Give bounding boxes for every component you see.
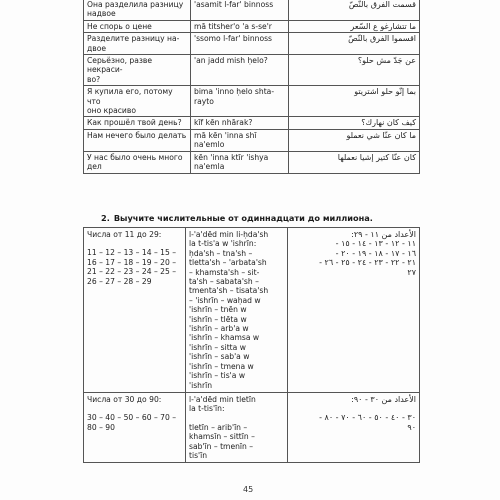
transliteration-line: tmenta'sh – tisata'sh xyxy=(189,286,269,296)
transliteration-line: na'emla xyxy=(194,162,225,172)
phrase-row xyxy=(84,33,420,55)
numerals-row-30-90 xyxy=(84,392,420,462)
transliteration-line: rayto xyxy=(194,96,214,106)
arabic-line: ١١ - ١٢ - ١٣ - ١٤ - ١٥ - xyxy=(335,239,416,249)
arabic-phrase-line: اقسموا الفرق بالنّصّ xyxy=(348,34,416,44)
phrase-row xyxy=(84,129,420,151)
arabic-phrase-cell xyxy=(289,55,420,86)
arabic-phrase-cell xyxy=(289,20,420,32)
russian-phrase-line: дел xyxy=(87,162,102,172)
transliteration-line: 'asamit l-far' binnoss xyxy=(194,0,274,9)
arabic-phrase-line: عن جَدّ مش حلو؟ xyxy=(357,56,416,66)
arabic-phrase-line: ما كان عنّا شي نعملو xyxy=(346,130,416,140)
transliteration-line: khamsīn – sittīn – xyxy=(189,432,255,442)
phrase-row xyxy=(84,0,420,20)
transliteration-cell xyxy=(186,228,288,393)
transliteration-line: – 'ishrīn – waḥad w xyxy=(189,295,261,305)
transliteration-line: mā titsher'o 'a s-se'r xyxy=(194,21,272,31)
transliteration-title-line: la t-tis'īn: xyxy=(189,404,225,414)
russian-phrase-line: оно красиво xyxy=(87,106,136,116)
arabic-title: الأعداد من ١١ - ٢٩: xyxy=(351,230,416,239)
russian-title: Числа от 11 до 29: xyxy=(87,230,162,239)
phrase-row xyxy=(84,86,420,117)
page-number: 45 xyxy=(243,485,254,494)
russian-phrase-line: Не спорь о цене xyxy=(87,21,152,31)
transliteration-line: sab'īn – tmenīn – xyxy=(189,441,254,451)
arabic-phrase-line: كيف كان نهارك؟ xyxy=(361,118,416,128)
transliteration-line: kēn 'inna ktīr 'ishya xyxy=(194,152,269,162)
phrase-row xyxy=(84,151,420,173)
transliteration-cell xyxy=(191,86,289,117)
russian-line: 21 – 22 – 23 – 24 – 25 – xyxy=(87,267,177,277)
arabic-phrase-cell xyxy=(289,33,420,55)
transliteration-line: na'emlo xyxy=(194,140,225,150)
transliteration-cell xyxy=(191,55,289,86)
transliteration-line: – khamsta'sh – sit- xyxy=(189,267,260,277)
transliteration-line: 'an jadd mish ḥelo? xyxy=(194,56,268,66)
transliteration-cell xyxy=(191,117,289,129)
russian-phrase-line: надвое xyxy=(87,9,116,19)
exercise-number: 2. xyxy=(101,213,110,223)
russian-phrase-line: Она разделила разницу xyxy=(87,0,184,9)
arabic-phrase-line: بما إنّو حلو اشتريتو xyxy=(354,87,416,97)
phrase-row xyxy=(84,117,420,129)
arabic-title: الأعداد من ٣٠ - ٩٠: xyxy=(351,394,416,404)
arabic-phrase-cell xyxy=(289,86,420,117)
arabic-line: ٣٠ - ٤٠ - ٥٠ - ٦٠ - ٧٠ - ٨٠ - xyxy=(319,413,416,423)
russian-phrase-line: Разделите разницу на- xyxy=(87,34,180,44)
russian-phrase-line: Я купила его, потому что xyxy=(87,87,173,106)
transliteration-line: 'ishrīn – arb'a w xyxy=(189,324,249,334)
arabic-line: ٢١ - ٢٢ - ٢٣ - ٢٤ - ٢٥ - ٢٦ - xyxy=(319,258,416,268)
transliteration-cell xyxy=(191,151,289,173)
russian-phrase-cell xyxy=(84,129,191,151)
transliteration-line: kīf kēn nhārak? xyxy=(194,118,253,128)
russian-phrase-line: во? xyxy=(87,74,101,84)
transliteration-line: bima 'inno ḥelo shta- xyxy=(194,87,275,97)
arabic-line: ٩٠ xyxy=(407,422,416,432)
phrase-row xyxy=(84,20,420,32)
phrases-table xyxy=(83,0,420,174)
russian-phrase-cell xyxy=(84,86,191,117)
russian-line: 26 – 27 – 28 – 29 xyxy=(87,276,152,286)
russian-line: 11 – 12 – 13 – 14 – 15 – xyxy=(87,248,177,258)
transliteration-line: mā kēn 'inna shī xyxy=(194,130,257,140)
transliteration-cell xyxy=(191,33,289,55)
transliteration-cell xyxy=(186,392,288,462)
transliteration-cell xyxy=(191,0,289,20)
russian-title: Числа от 30 до 90: xyxy=(87,394,162,404)
transliteration-title-line: la t-tis'a w 'ishrīn: xyxy=(189,239,257,249)
transliteration-line: tis'īn xyxy=(189,450,208,460)
russian-cell xyxy=(84,392,186,462)
transliteration-line: 'ishrīn – tlēta w xyxy=(189,314,247,324)
transliteration-line: 'ishrīn – tis'a w xyxy=(189,371,246,381)
arabic-cell xyxy=(288,392,420,462)
exercise-title: Выучите числительные от одиннадцати до миллиона. xyxy=(113,213,373,223)
arabic-cell xyxy=(288,228,420,393)
russian-phrase-line: Как прошёл твой день? xyxy=(87,118,182,128)
arabic-line: ٢٧ xyxy=(407,267,416,277)
transliteration-line: tletta'sh – 'arbata'sh xyxy=(189,258,267,268)
russian-line: 30 – 40 – 50 – 60 – 70 – xyxy=(87,413,177,423)
russian-phrase-cell xyxy=(84,0,191,20)
russian-line: 80 – 90 xyxy=(87,422,115,432)
arabic-phrase-cell xyxy=(289,151,420,173)
transliteration-line: 'ishrīn – tnēn w xyxy=(189,305,247,315)
russian-phrase-cell xyxy=(84,33,191,55)
russian-line: 16 – 17 – 18 – 19 – 20 – xyxy=(87,257,177,267)
transliteration-cell xyxy=(191,20,289,32)
transliteration-line: tletīn – arib'īn – xyxy=(189,422,248,432)
transliteration-line: ḥda'sh – tna'sh – xyxy=(189,248,253,258)
transliteration-cell xyxy=(191,129,289,151)
transliteration-line: 'ishrīn – sitta w xyxy=(189,342,246,352)
russian-phrase-line: двое xyxy=(87,43,107,53)
arabic-phrase-cell xyxy=(289,117,420,129)
russian-phrase-cell xyxy=(84,151,191,173)
transliteration-title-line: l-'a'dēd min li-ḥda'sh xyxy=(189,230,269,239)
arabic-phrase-cell xyxy=(289,0,420,20)
russian-phrase-line: Серьёзно, разве некраси- xyxy=(87,56,153,75)
exercise-heading xyxy=(101,213,373,223)
transliteration-line: 'ishrīn – tmena w xyxy=(189,361,254,371)
russian-phrase-line: Нам нечего было делать xyxy=(87,130,187,140)
russian-phrase-line: У нас было очень много xyxy=(87,152,183,162)
numerals-row-11-29 xyxy=(84,228,420,393)
phrase-row xyxy=(84,55,420,86)
numerals-table xyxy=(83,227,420,463)
transliteration-line: 'ishrīn xyxy=(189,380,213,390)
transliteration-line: ta'sh – sabata'sh – xyxy=(189,277,259,287)
russian-phrase-cell xyxy=(84,20,191,32)
russian-phrase-cell xyxy=(84,55,191,86)
russian-phrase-cell xyxy=(84,117,191,129)
transliteration-line: 'ishrīn – khamsa w xyxy=(189,333,260,343)
transliteration-line: 'ishrīn – sab'a w xyxy=(189,352,250,362)
transliteration-line: 'ssomo l-far' binnoss xyxy=(194,34,273,44)
arabic-line: ١٦ - ١٧ - ١٨ - ١٩ - ٢٠ - xyxy=(335,248,416,258)
arabic-phrase-line: قسمت الفرق بالنّصّ xyxy=(348,0,416,9)
transliteration-title-line: l-'a'dēd min tletīn xyxy=(189,394,256,404)
arabic-phrase-line: كان عنّا كتير إشيا نعملها xyxy=(337,152,416,162)
russian-cell xyxy=(84,228,186,393)
arabic-phrase-cell xyxy=(289,129,420,151)
arabic-phrase-line: ما تتشارغو ع السّعر xyxy=(350,21,416,31)
